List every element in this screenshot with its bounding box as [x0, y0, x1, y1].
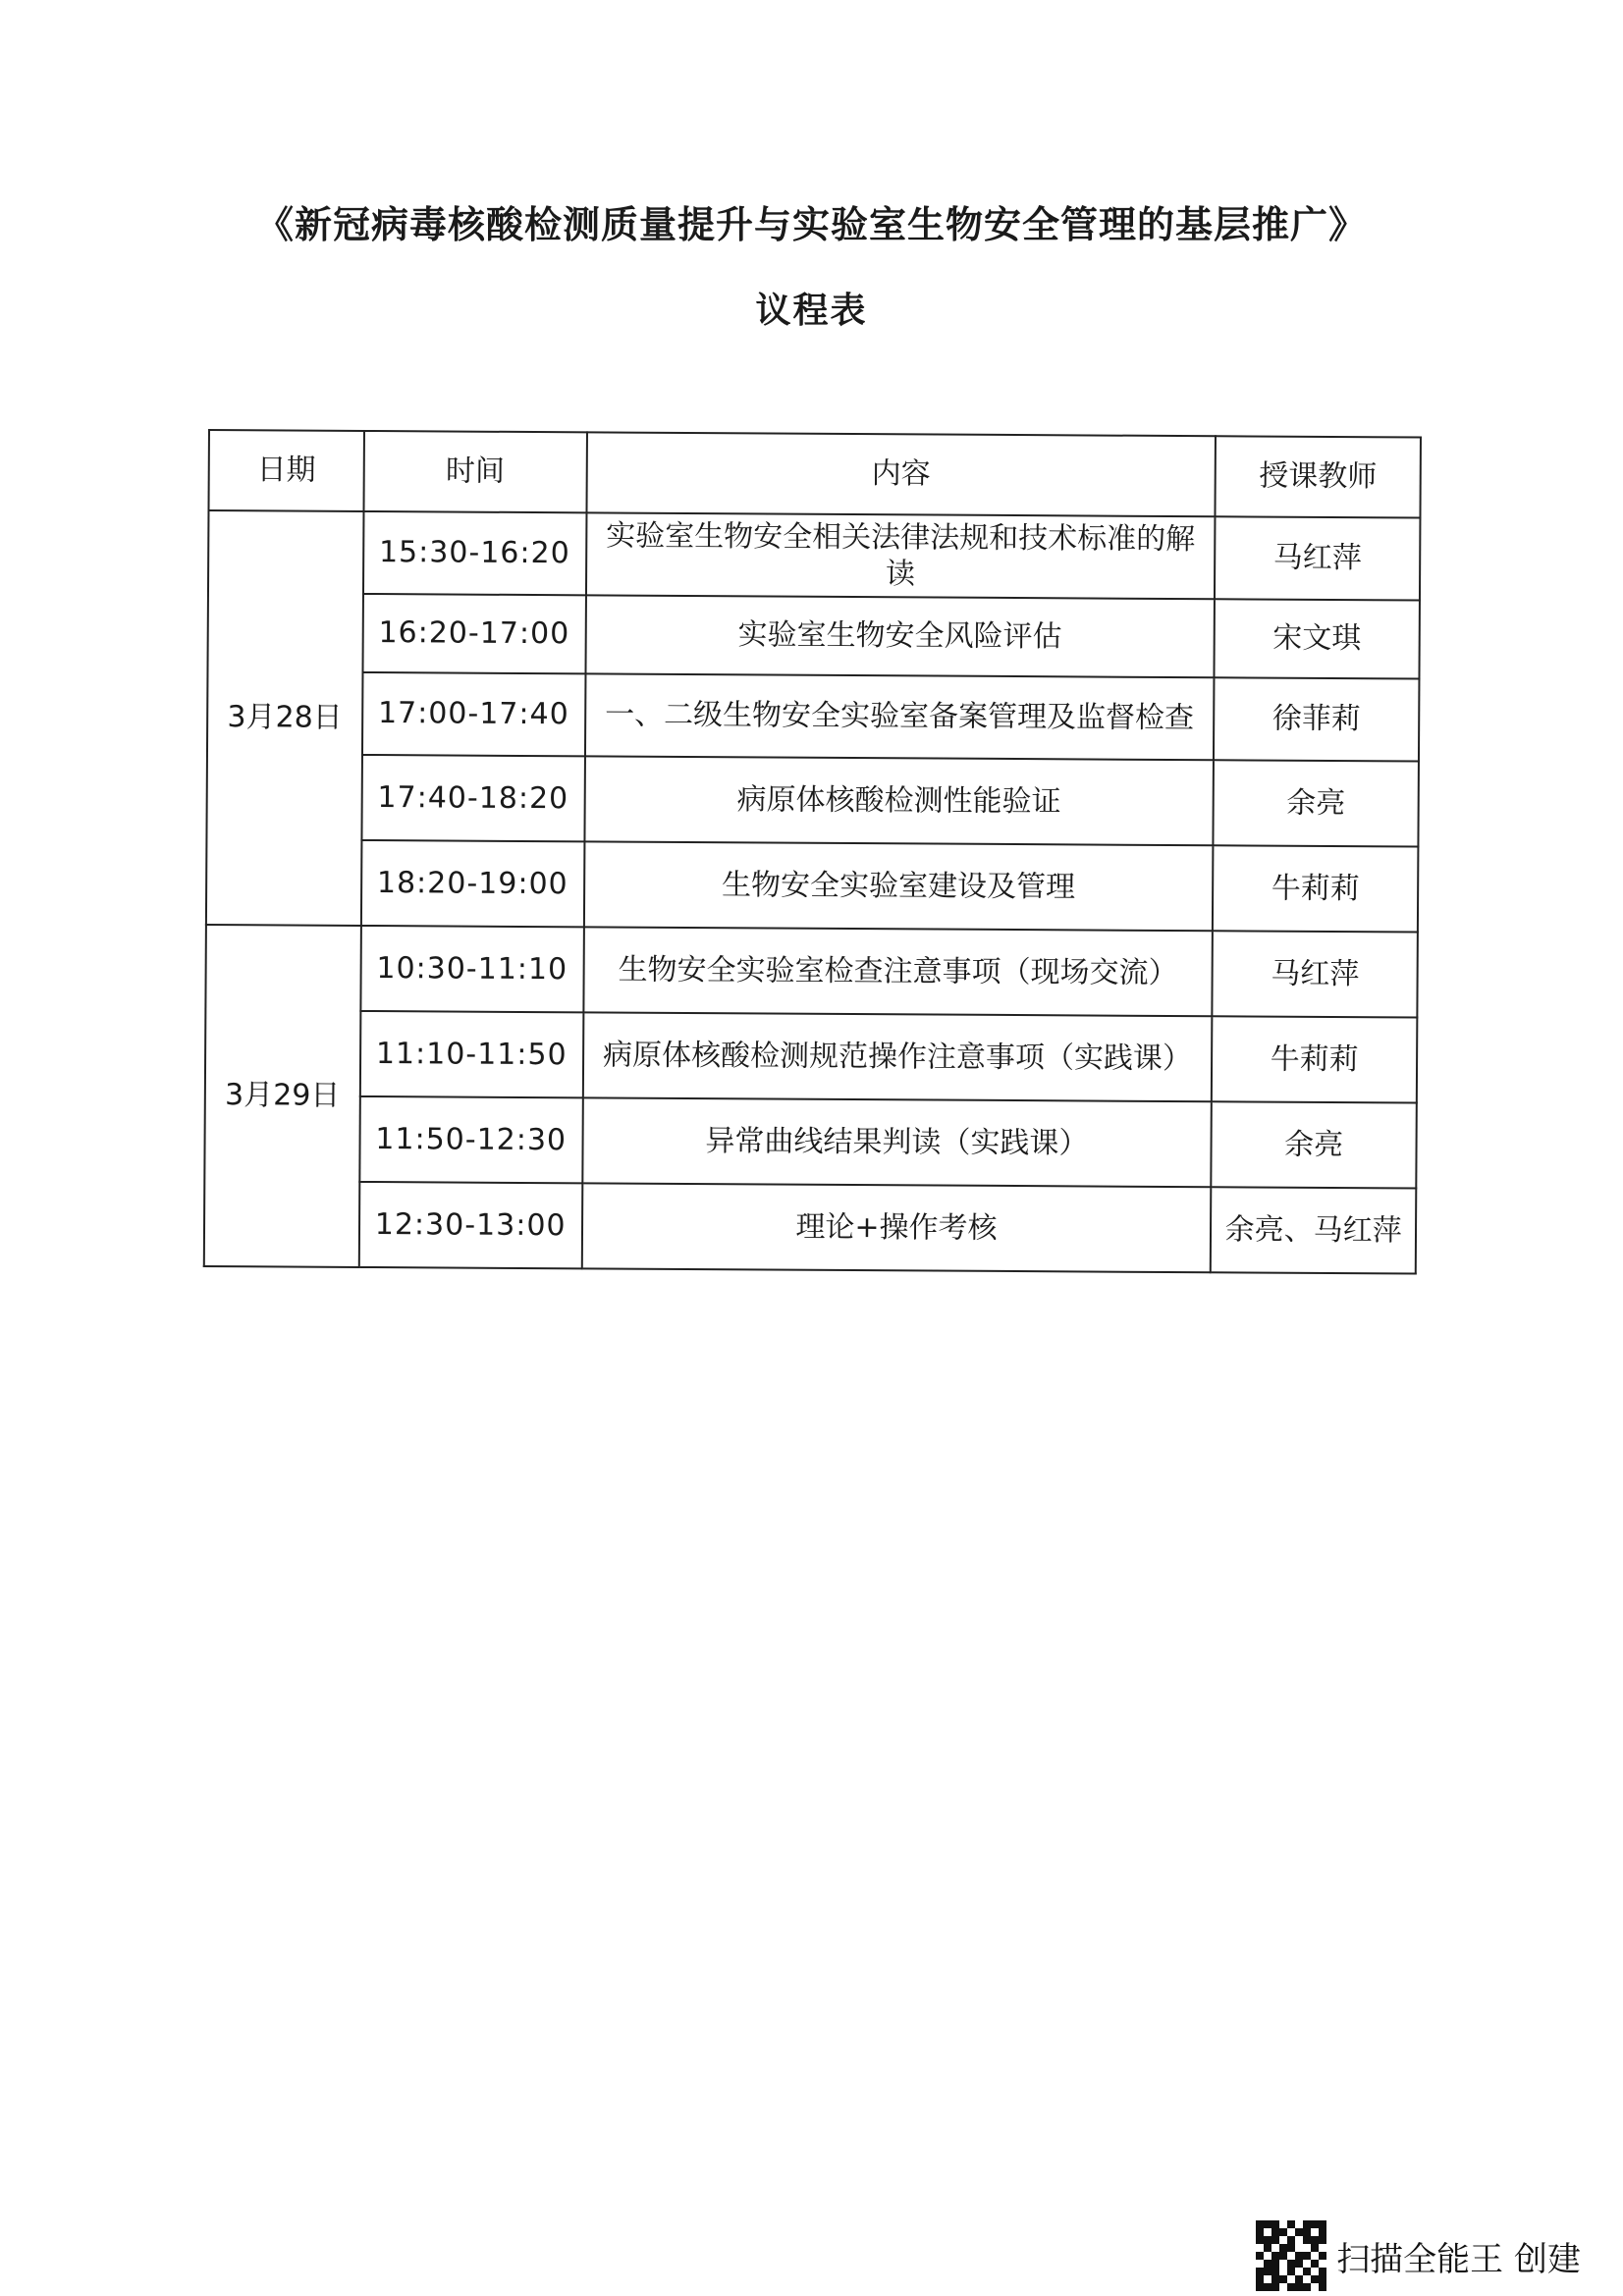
document-subtitle: 议程表: [755, 291, 868, 331]
document-title: 《新冠病毒核酸检测质量提升与实验室生物安全管理的基层推广》: [255, 203, 1367, 246]
header-date: 日期: [208, 430, 363, 511]
table-row: [205, 1010, 1418, 1103]
time-cell: 12:30-13:00: [359, 1182, 582, 1268]
table-row: [207, 671, 1419, 762]
time-cell: 15:30-16:20: [363, 511, 586, 595]
header-time: 时间: [363, 431, 586, 512]
teacher-cell: 牛莉莉: [1213, 845, 1418, 932]
scanner-watermark: [1256, 2220, 1581, 2291]
time-cell: 18:20-19:00: [361, 840, 584, 927]
header-teacher: 授课教师: [1216, 436, 1421, 517]
time-cell: 10:30-11:10: [360, 926, 583, 1012]
date-cell: 3月28日: [206, 510, 363, 926]
teacher-cell: 马红萍: [1213, 931, 1418, 1017]
content-cell: 实验室生物安全相关法律法规和技术标准的解读: [585, 512, 1215, 599]
time-cell: 11:50-12:30: [359, 1096, 582, 1183]
time-cell: 16:20-17:00: [362, 594, 585, 673]
agenda-table: [203, 429, 1422, 1275]
teacher-cell: 宋文琪: [1215, 599, 1420, 678]
table-row: [206, 754, 1419, 847]
table-header-row: [208, 430, 1420, 518]
table-row: [206, 839, 1419, 933]
content-cell: 一、二级生物安全实验室备案管理及监督检查: [584, 673, 1214, 760]
table-row: [204, 1181, 1417, 1274]
time-cell: 17:40-18:20: [361, 755, 584, 841]
time-cell: 17:00-17:40: [362, 672, 585, 756]
teacher-cell: 余亮: [1214, 760, 1419, 846]
teacher-cell: 牛莉莉: [1212, 1016, 1417, 1102]
content-cell: 病原体核酸检测规范操作注意事项（实践课）: [582, 1012, 1212, 1101]
teacher-cell: 马红萍: [1215, 516, 1420, 600]
teacher-cell: 徐菲莉: [1214, 677, 1419, 761]
table-row: [205, 925, 1418, 1018]
content-cell: 实验室生物安全风险评估: [585, 595, 1215, 677]
teacher-cell: 余亮、马红萍: [1211, 1187, 1416, 1273]
content-cell: 生物安全实验室检查注意事项（现场交流）: [583, 927, 1213, 1016]
content-cell: 生物安全实验室建设及管理: [583, 841, 1213, 931]
header-content: 内容: [586, 432, 1216, 516]
content-cell: 异常曲线结果判读（实践课）: [582, 1097, 1212, 1187]
table-row: [204, 1095, 1417, 1189]
content-cell: 理论+操作考核: [581, 1183, 1211, 1272]
qr-code-icon: [1256, 2220, 1326, 2291]
content-cell: 病原体核酸检测性能验证: [584, 756, 1214, 845]
teacher-cell: 余亮: [1212, 1101, 1417, 1188]
time-cell: 11:10-11:50: [360, 1011, 583, 1097]
date-cell: 3月29日: [204, 925, 361, 1267]
table-row: [208, 510, 1420, 601]
table-row: [207, 593, 1419, 679]
watermark-text: 扫描全能王 创建: [1336, 2239, 1581, 2279]
